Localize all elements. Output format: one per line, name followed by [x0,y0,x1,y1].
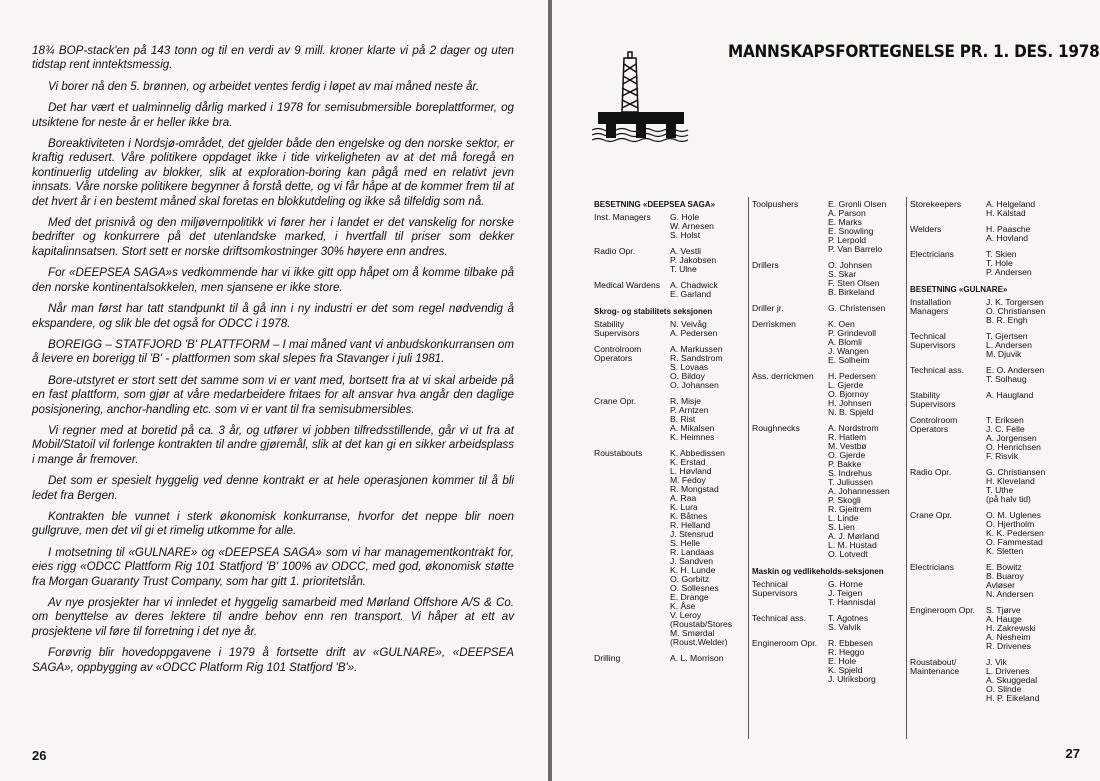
crew-row [910,200,1076,218]
crew-name: O. Sollesnes [670,583,719,593]
crew-name: Avløser [986,580,1015,590]
name-list [828,424,890,559]
role-label: Crane Opr. [910,510,953,520]
name-list [986,606,1036,651]
crew-name: K. Båtnes [670,511,708,521]
crew-row [594,247,746,274]
crew-name: R. Hatlem [828,432,867,442]
crew-name: R. Drivenes [986,641,1031,651]
paragraph: Forøvrig blir hovedoppgavene i 1979 å fortsette drift av «GULNARE», «DEEPSEA SAGA», oppbygging av «ODCC Platform Rig 101 Statfjord 'B'». [32,646,514,674]
crew-row [594,449,746,647]
crew-name: E. Garland [670,289,712,299]
name-list [828,614,868,632]
crew-row [594,281,746,299]
role-label: Drillers [752,260,779,270]
role-label: Controlroom Operators [594,344,642,363]
crew-name: A. Jorgensen [986,433,1037,443]
crew-name: H. Kleveland [986,476,1035,486]
name-list [670,281,718,299]
section-heading: BESETNING «DEEPSEA SAGA» [594,200,716,209]
crew-row [752,200,906,254]
crew-name: M. Djuvik [986,349,1022,359]
role-label: Electricians [910,562,954,572]
left-page [0,0,548,781]
role-label: Technical Supervisors [910,331,956,350]
crew-name: S. Tjørve [986,605,1021,615]
name-list [828,320,876,365]
name-list [828,639,876,684]
crew-name: A. L. Morrison [670,653,724,663]
paragraph: Kontrakten ble vunnet i sterk økonomisk konkurranse, hvorfor det neppe blir noen gullgruve, men det vil gi et rimelig utkomme for alle. [32,509,514,538]
crew-column-3 [910,200,1076,711]
crew-name: L. Gjerde [828,380,864,390]
name-list [986,658,1039,703]
paragraph: I motsetning til «GULNARE» og «DEEPSEA SAGA» som vi har managementkontrakt for, eies rigg «ODCC Plattform Rig 101 Statfjord 'B' 100% av ODCC, med god, økonomisk støtte fra Morgan Guaranty Trust Company, som har gitt 1. prioritetslån. [32,545,514,588]
paragraph: Når man først har tatt standpunkt til å gå inn i ny industri er det som regel nødvendig å ekspandere, og slik ble det også for ODCC i 1978. [32,302,514,330]
crew-name: P. Andersen [986,267,1032,277]
crew-row [910,391,1076,409]
crew-name: O. Hjertholm [986,519,1035,529]
paragraph: Vi regner med at boretid på ca. 3 år, og utfører vi jobben tilfredsstillende, går vi ut fra at Mobil/Statoil vil forlenge kontrakten til andre gjøremål, slik at det kan gi en sikker arbeidsplass i mange år fremover. [32,423,514,466]
crew-section [594,307,746,663]
crew-name: P. Lerpold [828,235,867,245]
crew-column-2 [752,200,906,692]
crew-name: S. Lien [828,522,855,532]
crew-row [910,366,1076,384]
crew-name: T. Eriksen [986,415,1024,425]
name-list [986,468,1045,504]
crew-name: E. Solheim [828,355,870,365]
name-list [986,298,1045,325]
crew-row [910,563,1076,599]
crew-row [910,298,1076,325]
crew-name: O. Bildoy [670,371,705,381]
crew-name: A. Blomli [828,337,862,347]
crew-name: K. Sletten [986,546,1024,556]
crew-name: F. Risvik [986,451,1018,461]
role-label: Roustabout/ Maintenance [910,657,960,676]
crew-name: K. Erstad [670,457,706,467]
crew-row [594,320,746,338]
crew-name: B. Rist [670,414,696,424]
crew-row [752,580,906,607]
name-list [828,200,886,254]
crew-name: A. Skuggedal [986,675,1038,685]
role-label: Roughnecks [752,423,800,433]
name-list [670,397,714,442]
role-label: Radio Opr. [910,467,952,477]
name-list [670,213,714,240]
crew-name: P. Grindevoll [828,328,877,338]
crew-name: A. Helgeland [986,199,1036,209]
role-label: Technical Supervisors [752,579,798,598]
crew-row [594,397,746,442]
crew-section [752,567,906,684]
name-list [670,345,723,390]
crew-name: H. P. Eikeland [986,693,1040,703]
name-list [986,250,1032,277]
crew-name: (på halv tid) [986,494,1031,504]
section-heading: Maskin og vedlikeholds-seksjonen [752,567,884,576]
crew-name: R. Misje [670,396,702,406]
role-label: Radio Opr. [594,246,636,256]
role-label: Medical Wardens [594,280,661,290]
role-label: Driller jr. [752,303,784,313]
crew-name: N. Veivåg [670,319,707,329]
crew-name: L. Andersen [986,340,1032,350]
crew-name: P. Jakobsen [670,255,717,265]
role-label: Engineroom Opr. [752,638,817,648]
role-label: Drilling [594,653,621,663]
crew-row [910,606,1076,651]
crew-name: (Roustab/Stores [670,619,733,629]
crew-name: J. K. Torgersen [986,297,1044,307]
name-list [670,449,732,647]
crew-name: S. Helle [670,538,701,548]
crew-name: B. Buaroy [986,571,1024,581]
crew-name: A. Hauge [986,614,1022,624]
crew-name: L. M. Hustad [828,540,877,550]
crew-name: F. Sten Olsen [828,278,880,288]
page-number-left: 26 [32,748,47,763]
crew-name: K. Åse [670,601,696,611]
crew-name: L. Drivenes [986,666,1030,676]
role-label: Controlroom Operators [910,415,958,434]
name-list [986,225,1030,243]
crew-row [752,304,906,313]
crew-name: E. O. Andersen [986,365,1045,375]
crew-row [752,614,906,632]
crew-name: R. Helland [670,520,711,530]
crew-name: G. Christensen [828,303,886,313]
crew-name: J. Ulriksborg [828,674,876,684]
crew-name: P. Skogli [828,495,861,505]
crew-name: M. Smørdal [670,628,715,638]
crew-name: J. Teigen [828,588,863,598]
crew-name: A. Haugland [986,390,1034,400]
role-label: Installation Managers [910,297,952,316]
crew-row [910,511,1076,556]
name-list [986,200,1035,218]
crew-name: H. Pedersen [828,371,876,381]
crew-name: O. Gorbitz [670,574,710,584]
crew-name: J. Wangen [828,346,869,356]
crew-name: E. Marks [828,217,862,227]
crew-name: O. Bjornoy [828,389,869,399]
crew-row [910,658,1076,703]
role-label: Storekeepers [910,199,962,209]
crew-name: S. Valvik [828,622,861,632]
paragraph: BOREIGG – STATFJORD 'B' PLATTFORM – I mai måned vant vi anbudskonkurransen om å levere en borerigg til 'B' - plattformen som skal slepes fra Stavanger i juli 1981. [32,337,514,366]
crew-name: E. Snowling [828,226,874,236]
crew-name: O. Slinde [986,684,1022,694]
crew-section [594,200,746,299]
crew-name: O. Johansen [670,380,719,390]
crew-row [910,468,1076,504]
crew-name: H. Paasche [986,224,1031,234]
crew-name: A. Hovland [986,233,1029,243]
crew-column-1 [594,200,746,671]
crew-name: A. Raa [670,493,697,503]
crew-name: A. Mikalsen [670,423,715,433]
crew-name: T. Agotnes [828,613,869,623]
crew-name: E. Gronli Olsen [828,199,887,209]
crew-row [910,225,1076,243]
crew-name: P. Van Barrelo [828,244,883,254]
name-list [986,416,1041,461]
crew-row [752,639,906,684]
crew-name: K. Lura [670,502,698,512]
section-heading: Skrog- og stabilitets seksjonen [594,307,713,316]
crew-row [910,416,1076,461]
name-list [828,304,885,313]
column-divider [748,197,749,739]
name-list [986,366,1044,384]
name-list [670,247,716,274]
right-page [552,0,1100,781]
paragraph: 18¾ BOP-stack'en på 143 tonn og til en verdi av 9 mill. kroner klarte vi på 2 dager og uten tidstap rent inntektsmessig. [32,44,514,72]
name-list [828,261,880,297]
crew-name: G. Horne [828,579,863,589]
crew-name: P. Arntzen [670,405,709,415]
crew-name: S. Skar [828,269,857,279]
crew-row [594,213,746,240]
crew-name: A. Vestli [670,246,702,256]
crew-name: R. Heggo [828,647,865,657]
crew-name: O. Gjerde [828,450,866,460]
name-list [986,563,1033,599]
crew-name: T. Gjertsen [986,331,1028,341]
crew-name: H. Zakrewski [986,623,1036,633]
crew-name: R. Landaas [670,547,714,557]
crew-name: S. Holst [670,230,701,240]
crew-name: T. Ulne [670,264,697,274]
crew-section [910,200,1076,277]
crew-name: M. Fedoy [670,475,706,485]
crew-name: E. Drange [670,592,709,602]
crew-name: R. Sandstrom [670,353,723,363]
crew-name: M. Vestbø [828,441,867,451]
page-number-right: 27 [1065,746,1080,761]
crew-section [910,285,1076,703]
role-label: Electricians [910,249,954,259]
role-label: Roustabouts [594,448,643,458]
crew-name: O. Henrichsen [986,442,1041,452]
crew-name: G. Christiansen [986,467,1046,477]
crew-row [752,261,906,297]
crew-name: L. Høvland [670,466,712,476]
crew-row [752,372,906,417]
crew-name: R. Ebbesen [828,638,873,648]
name-list [670,654,724,663]
crew-name: O. Johnsen [828,260,872,270]
crew-name: V. Leroy [670,610,702,620]
page-title: MANNSKAPSFORTEGNELSE PR. 1. DES. 1978 [728,42,1100,62]
crew-name: G. Hole [670,212,700,222]
crew-name: K. Oen [828,319,855,329]
crew-name: A. J. Mørland [828,531,880,541]
crew-name: J. Stensrud [670,529,714,539]
crew-name: T. Uthe [986,485,1014,495]
crew-name: A. Nesheim [986,632,1031,642]
crew-name: L. Linde [828,513,859,523]
column-divider [906,197,907,739]
paragraph: Det som er spesielt hyggelig ved denne kontrakt er at hele operasjonen kommer til å bli ledet fra Bergen. [32,474,514,502]
crew-name: W. Arnesen [670,221,714,231]
name-list [986,332,1032,359]
crew-name: A. Chadwick [670,280,718,290]
crew-name: E. Bowitz [986,562,1022,572]
crew-name: S. Indrehus [828,468,872,478]
crew-name: H. Johnsen [828,398,872,408]
role-label: Ass. derrickmen [752,371,814,381]
crew-section [752,200,906,559]
crew-name: O. Fammestad [986,537,1043,547]
crew-name: J. C. Felle [986,424,1025,434]
crew-name: E. Hole [828,656,857,666]
crew-name: J. Sandven [670,556,713,566]
crew-name: K. Abbedissen [670,448,725,458]
section-heading: BESETNING «GULNARE» [910,285,1008,294]
crew-name: K. Spjeld [828,665,863,675]
crew-name: B. R. Engh [986,315,1028,325]
crew-name: T. Juliussen [828,477,873,487]
crew-name: K. Heimnes [670,432,715,442]
paragraph: Boreaktiviteten i Nordsjø-området, det gjelder både den engelske og den norske sektor, er kraftig redusert. Våre politikere oppdaget ikke i tide virkeligheten av at det må foregå en kontinuerlig utdeling av blokker, slik at exploration-boring kan pågå med en relativt jevn innsats. Våre norske politikere begynner å forstå dette, og vi får håpe at de kommer frem til at det hvert år i en bestemt måned skal foretas en blokkutdeling og ikke så tilfeldig som nå. [32,137,514,208]
crew-name: A. Parson [828,208,866,218]
paragraph: Bore-utstyret er stort sett det samme som vi er vant med, bortsett fra at vi skal arbeide på en fast plattform, som gjør at våre medarbeidere fritaes for alt ansvar hva angår den daglige posisjonering, anchor-handling etc. som vi er vant til fra semisubmersibles. [32,373,514,416]
crew-name: A. Pedersen [670,328,718,338]
role-label: Derriskmen [752,319,796,329]
paragraph: Vi borer nå den 5. brønnen, og arbeidet ventes ferdig i løpet av mai måned neste år. [48,79,480,93]
crew-name: (Roust.Welder) [670,637,728,647]
role-label: Stability Supervisors [594,319,640,338]
body-text [32,44,514,682]
crew-row [752,424,906,559]
name-list [986,511,1044,556]
name-list [670,320,717,338]
crew-name: B. Birkeland [828,287,875,297]
crew-name: N. Andersen [986,589,1034,599]
paragraph: Av nye prosjekter har vi innledet et hyggelig samarbeid med Mørland Offshore A/S & Co. om benyttelse av deres lektere til andre behov enn ren transport. Vi håper at ett av prosjektene vil føre til forretning i det nye år. [32,596,514,638]
crew-name: T. Solhaug [986,374,1027,384]
crew-name: K. K. Pedersen [986,528,1044,538]
role-label: Engineroom Opr. [910,605,975,615]
role-label: Stability Supervisors [910,390,956,409]
name-list [828,580,875,607]
crew-name: P. Bakke [828,459,862,469]
role-label: Welders [910,224,942,234]
paragraph: Det har vært et ualminnelig dårlig marked i 1978 for semisubmersible boreplattformer, og utsiktene for neste år er heller ikke bra. [32,101,514,129]
crew-name: N. B. Spjeld [828,407,874,417]
crew-name: K. H. Lunde [670,565,716,575]
role-label: Inst. Managers [594,212,651,222]
crew-row [594,654,746,663]
crew-name: O. M. Uglenes [986,510,1041,520]
role-label: Toolpushers [752,199,799,209]
role-label: Technical ass. [752,613,806,623]
name-list [986,391,1033,409]
crew-name: T. Hannisdal [828,597,876,607]
name-list [828,372,876,417]
role-label: Technical ass. [910,365,964,375]
paragraph: For «DEEPSEA SAGA»s vedkommende har vi ikke gitt opp håpet om å komme tilbake på den norske kontinentalsokkelen, men sjansene er ikke store. [32,266,514,294]
paragraph: Med det prisnivå og den miljøvernpolitikk vi fører her i landet er det vanskelig for norske bedrifter og konkurrere på det utenlandske marked, i hvertfall til priser som dekker kapitalinnsatsen. Stort sett er norske driftsomkostninger 30% høyere enn andres. [32,216,514,258]
crew-name: J. Vik [986,657,1007,667]
crew-name: S. Lovaas [670,362,709,372]
crew-name: O. Christiansen [986,306,1046,316]
crew-name: A. Nordstrom [828,423,879,433]
crew-name: A. Markussen [670,344,723,354]
crew-name: T. Hole [986,258,1013,268]
crew-name: R. Gjeitrem [828,504,872,514]
crew-row [752,320,906,365]
crew-row [594,345,746,390]
oil-rig-icon [592,50,692,150]
crew-name: A. Johannessen [828,486,890,496]
crew-name: T. Skien [986,249,1017,259]
crew-row [910,332,1076,359]
crew-name: H. Kalstad [986,208,1026,218]
crew-name: O. Lotvedt [828,549,868,559]
crew-name: R. Mongstad [670,484,719,494]
crew-row [910,250,1076,277]
role-label: Crane Opr. [594,396,637,406]
